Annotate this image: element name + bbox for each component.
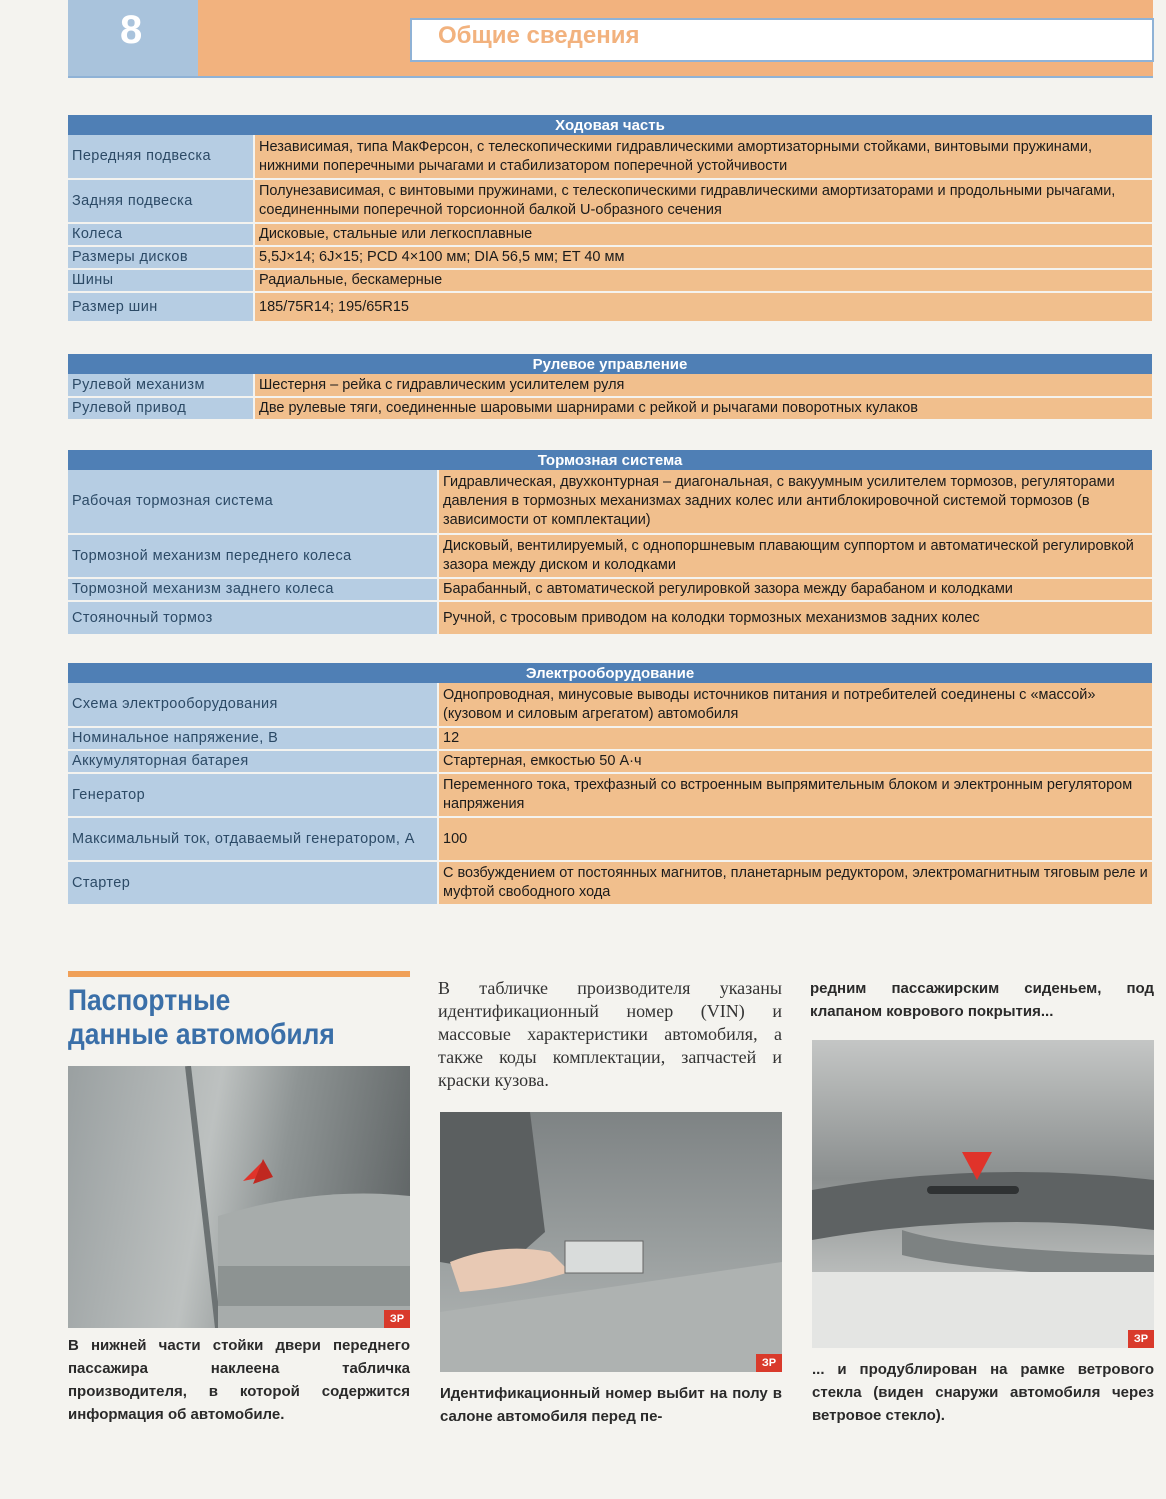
row-value: Независимая, типа МакФерсон, с телескопическими гидравлическими амортизаторными стойками, винтовыми пружинами, нижними поперечными рычагами и стабилизатором поперечной устойчивости	[254, 135, 1152, 179]
row-value: Две рулевые тяги, соединенные шаровыми шарнирами с рейкой и рычагами поворотных кулаков	[254, 397, 1152, 420]
row-label: Стояночный тормоз	[68, 601, 438, 635]
row-label: Тормозной механизм заднего колеса	[68, 578, 438, 601]
row-label: Стартер	[68, 861, 438, 905]
table-row	[68, 861, 1152, 905]
photo-windshield-vin	[812, 1040, 1154, 1348]
section-accent-rule	[68, 971, 410, 977]
row-label: Схема электрооборудования	[68, 683, 438, 727]
table-row	[68, 397, 1152, 420]
row-label: Шины	[68, 269, 254, 292]
table-row	[68, 292, 1152, 322]
row-label: Номинальное напряжение, В	[68, 727, 438, 750]
caption-1: В нижней части стойки двери переднего пассажира наклеена табличка производителя, в которой содержится информация об автомобиле.	[68, 1337, 410, 1423]
table-row	[68, 727, 1152, 750]
caption-3-top: редним пассажирским сиденьем, под клапаном коврового покрытия...	[810, 980, 1154, 1020]
row-label: Передняя подвеска	[68, 135, 254, 179]
row-value: 185/75R14; 195/65R15	[254, 292, 1152, 322]
row-label: Рулевой привод	[68, 397, 254, 420]
row-label: Задняя подвеска	[68, 179, 254, 223]
row-value: Однопроводная, минусовые выводы источников питания и потребителей соединены с «массой» (кузовом и силовым агрегатом) автомобиля	[438, 683, 1152, 727]
passport-heading-line2: данные автомобиля	[68, 1018, 335, 1051]
table-row	[68, 683, 1152, 727]
row-label: Рулевой механизм	[68, 374, 254, 397]
header-divider	[68, 76, 1153, 78]
photo-windshield-vin-drawing	[812, 1040, 1154, 1348]
row-value: Радиальные, бескамерные	[254, 269, 1152, 292]
photo-door-pillar	[68, 1066, 410, 1328]
publisher-logo: ЗР	[756, 1354, 782, 1372]
table-row	[68, 750, 1152, 773]
table-row	[68, 817, 1152, 861]
table-row	[68, 246, 1152, 269]
photo-floor-vin-drawing	[440, 1112, 782, 1372]
caption-2: Идентификационный номер выбит на полу в салоне автомобиля перед пе-	[440, 1385, 782, 1425]
row-value: Гидравлическая, двухконтурная – диагональная, с вакуумным усилителем тормозов, регуляторами давления в тормозных механизмах задних колес или антиблокировочной системой тормозов (в зависимости от комплектации)	[438, 470, 1152, 534]
table-row	[68, 179, 1152, 223]
publisher-logo: ЗР	[1128, 1330, 1154, 1348]
row-value: Полунезависимая, с винтовыми пружинами, с телескопическими гидравлическими амортизаторами и продольными рычагами, соединенными поперечной торсионной балкой U-образного сечения	[254, 179, 1152, 223]
spec-table-brakes	[68, 450, 1152, 636]
table-row	[68, 374, 1152, 397]
row-label: Размеры дисков	[68, 246, 254, 269]
row-value: Ручной, с тросовым приводом на колодки тормозных механизмов задних колес	[438, 601, 1152, 635]
row-value: 5,5J×14; 6J×15; PCD 4×100 мм; DIA 56,5 мм; ET 40 мм	[254, 246, 1152, 269]
section-title: Общие сведения	[438, 22, 640, 49]
passport-heading-line1: Паспортные	[68, 984, 231, 1017]
table-row	[68, 534, 1152, 578]
row-label: Тормозной механизм переднего колеса	[68, 534, 438, 578]
table-row	[68, 269, 1152, 292]
row-value: Дисковые, стальные или легкосплавные	[254, 223, 1152, 246]
row-label: Генератор	[68, 773, 438, 817]
passport-heading	[68, 984, 335, 1052]
row-value: Барабанный, с автоматической регулировкой зазора между барабаном и колодками	[438, 578, 1152, 601]
row-label: Колеса	[68, 223, 254, 246]
caption-3-bottom: ... и продублирован на рамке ветрового стекла (виден снаружи автомобиля через ветровое стекло).	[812, 1361, 1154, 1424]
table-title: Рулевое управление	[68, 354, 1152, 374]
photo-door-pillar-drawing	[68, 1066, 410, 1328]
table-row	[68, 578, 1152, 601]
photo-floor-vin	[440, 1112, 782, 1372]
table-title: Тормозная система	[68, 450, 1152, 470]
page-number: 8	[120, 8, 143, 52]
table-row	[68, 601, 1152, 635]
table-row	[68, 470, 1152, 534]
row-value: Стартерная, емкостью 50 А·ч	[438, 750, 1152, 773]
row-value: Шестерня – рейка с гидравлическим усилителем руля	[254, 374, 1152, 397]
row-label: Размер шин	[68, 292, 254, 322]
row-label: Аккумуляторная батарея	[68, 750, 438, 773]
row-label: Максимальный ток, отдаваемый генератором, А	[68, 817, 438, 861]
table-row	[68, 223, 1152, 246]
row-value: Переменного тока, трехфазный со встроенным выпрямительным блоком и электронным регулятором напряжения	[438, 773, 1152, 817]
table-title: Ходовая часть	[68, 115, 1152, 135]
publisher-logo: ЗР	[384, 1310, 410, 1328]
row-label: Рабочая тормозная система	[68, 470, 438, 534]
spec-table-electrical	[68, 663, 1152, 906]
table-title: Электрооборудование	[68, 663, 1152, 683]
table-row	[68, 773, 1152, 817]
spec-table-chassis	[68, 115, 1152, 323]
table-row	[68, 135, 1152, 179]
passport-intro: В табличке производителя указаны идентификационный номер (VIN) и массовые характеристики автомобиля, а также коды комплектации, запчастей и краски кузова.	[438, 978, 782, 1090]
spec-table-steering	[68, 354, 1152, 421]
row-value: 12	[438, 727, 1152, 750]
row-value: С возбуждением от постоянных магнитов, планетарным редуктором, электромагнитным тяговым реле и муфтой свободного хода	[438, 861, 1152, 905]
row-value: 100	[438, 817, 1152, 861]
row-value: Дисковый, вентилируемый, с однопоршневым плавающим суппортом и автоматической регулировкой зазора между диском и колодками	[438, 534, 1152, 578]
